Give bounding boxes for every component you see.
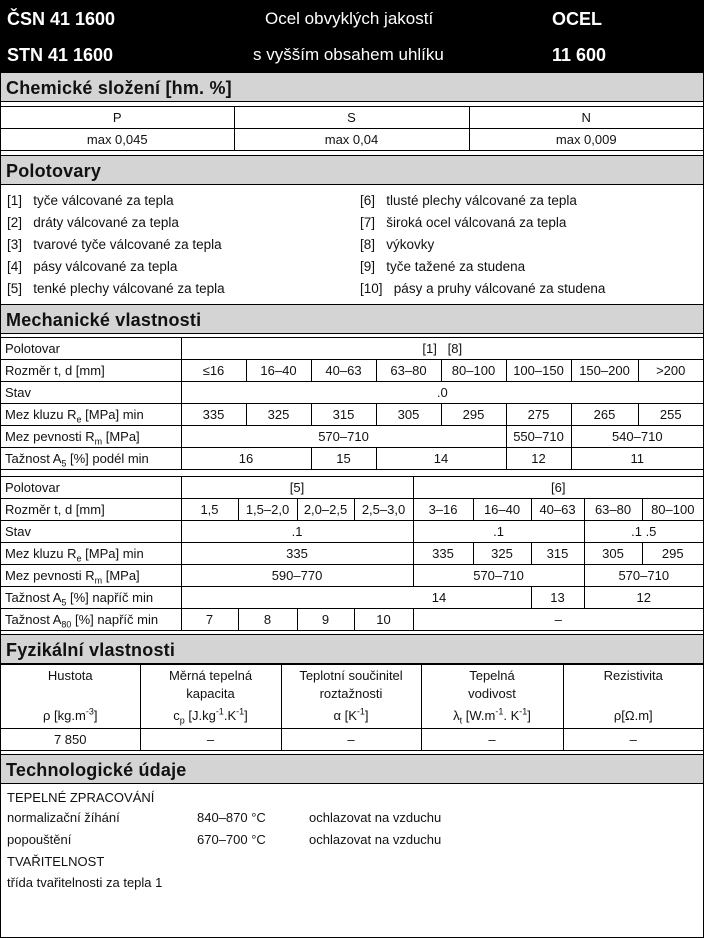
t2-rm: 570–710 <box>413 565 584 587</box>
label-polotovar: Polotovar <box>1 338 181 360</box>
section-physical-properties: Fyzikální vlastnosti <box>1 634 703 664</box>
t1-re: 315 <box>311 404 376 426</box>
t1-polotovar: [1] [8] <box>181 338 703 360</box>
t2-re: 335 <box>181 543 413 565</box>
chem-header-p: P <box>1 107 234 129</box>
t2-a80: 9 <box>297 609 354 631</box>
treatment-name: popouštění <box>7 832 72 847</box>
t1-a5: 15 <box>311 448 376 470</box>
t2-size: 80–100 <box>642 499 703 521</box>
chem-header-s: S <box>234 107 469 129</box>
t2-stav: .1 <box>181 521 413 543</box>
t2-size: 16–40 <box>473 499 531 521</box>
t1-size: 150–200 <box>571 360 638 382</box>
t2-re: 315 <box>531 543 584 565</box>
phys-col-density: Hustota ρ $[kg.m^{-3}]$ <box>1 665 140 729</box>
label-mez-pevnosti: Mez pevnosti $R_m$ [MPa] <box>1 565 181 587</box>
treatment-name: normalizační žíhání <box>7 810 120 825</box>
list-item: [9] tyče tažené za studena <box>360 259 526 274</box>
t1-a5: 12 <box>506 448 571 470</box>
label-polotovar: Polotovar <box>1 477 181 499</box>
material-description-line2: s vyšším obsahem uhlíku <box>253 45 444 64</box>
t2-a5: 13 <box>531 587 584 609</box>
t1-rm: 550–710 <box>506 426 571 448</box>
t2-size: 40–63 <box>531 499 584 521</box>
t1-a5: 11 <box>571 448 703 470</box>
list-item: [2] dráty válcované za tepla <box>7 215 179 230</box>
semi-products-list <box>1 185 703 304</box>
label-taznost-a80: Tažnost $A_{80}$ [%] napříč min <box>1 609 181 631</box>
list-item: [8] výkovky <box>360 237 435 252</box>
mechanical-table-2 <box>1 476 703 631</box>
t2-stav: .1 <box>413 521 584 543</box>
t2-rm: 590–770 <box>181 565 413 587</box>
label-mez-kluzu: Mez kluzu $R_e$ [MPa] min <box>1 404 181 426</box>
formability-text: třída tvařitelnosti za tepla 1 <box>7 875 163 890</box>
label-rozmer: Rozměr t, d [mm] <box>1 360 181 382</box>
phys-value-heat-capacity: – <box>140 729 281 751</box>
formability-title: TVAŘITELNOST <box>7 854 105 869</box>
section-technological-data: Technologické údaje <box>1 754 703 784</box>
t1-stav: .0 <box>181 382 703 404</box>
t1-a5: 14 <box>376 448 506 470</box>
t1-re: 265 <box>571 404 638 426</box>
heat-treatment-title: TEPELNÉ ZPRACOVÁNÍ <box>7 790 155 805</box>
t2-polotovar-6: [6] <box>413 477 703 499</box>
t2-polotovar-5: [5] <box>181 477 413 499</box>
list-item: [1] tyče válcované za tepla <box>7 193 174 208</box>
t2-size: 2,5–3,0 <box>354 499 413 521</box>
t1-size: 16–40 <box>246 360 311 382</box>
t2-size: 1,5 <box>181 499 238 521</box>
list-item: [6] tlusté plechy válcované za tepla <box>360 193 577 208</box>
t1-size: 63–80 <box>376 360 441 382</box>
label-rozmer: Rozměr t, d [mm] <box>1 499 181 521</box>
section-mechanical-properties: Mechanické vlastnosti <box>1 304 703 334</box>
chemical-table <box>1 106 703 151</box>
t1-size: ≤16 <box>181 360 246 382</box>
section-chemical-composition: Chemické složení [hm. %] <box>1 72 703 102</box>
t1-re: 295 <box>441 404 506 426</box>
technological-data <box>1 784 703 900</box>
mechanical-table-1 <box>1 337 703 470</box>
phys-col-resistivity: Rezistivita ρ[Ω.m] <box>563 665 703 729</box>
t2-rm: 570–710 <box>584 565 703 587</box>
t1-rm: 540–710 <box>571 426 703 448</box>
t2-a80: 7 <box>181 609 238 631</box>
standard-csn: ČSN 41 1600 <box>7 9 116 29</box>
label-taznost-napric: Tažnost $A_5$ [%] napříč min <box>1 587 181 609</box>
t1-size: 40–63 <box>311 360 376 382</box>
list-item: [5] tenké plechy válcované za tepla <box>7 281 225 296</box>
t2-size: 3–16 <box>413 499 473 521</box>
phys-col-thermal-expansion: Teplotní součinitel roztažnosti α $[K^{-1}]$ <box>281 665 421 729</box>
label-mez-kluzu: Mez kluzu $R_e$ [MPa] min <box>1 543 181 565</box>
treatment-temp: 840–870 °C <box>197 810 266 825</box>
section-semi-products: Polotovary <box>1 155 703 185</box>
list-item: [7] široká ocel válcovaná za tepla <box>360 215 567 230</box>
t2-a80: 8 <box>238 609 297 631</box>
t1-re: 255 <box>638 404 703 426</box>
t2-stav: .1 .5 <box>584 521 703 543</box>
treatment-temp: 670–700 °C <box>197 832 266 847</box>
t2-re: 295 <box>642 543 703 565</box>
t1-size: 80–100 <box>441 360 506 382</box>
material-type: OCEL <box>552 9 603 29</box>
t2-a80: – <box>413 609 703 631</box>
phys-value-thermal-expansion: – <box>281 729 421 751</box>
t1-size: 100–150 <box>506 360 571 382</box>
t2-size: 2,0–2,5 <box>297 499 354 521</box>
label-stav: Stav <box>1 521 181 543</box>
chem-value-n: max 0,009 <box>469 129 703 151</box>
chem-value-s: max 0,04 <box>234 129 469 151</box>
material-description-line1: Ocel obvyklých jakostí <box>265 9 434 28</box>
t1-a5: 16 <box>181 448 311 470</box>
treatment-note: ochlazovat na vzduchu <box>309 832 442 847</box>
t1-size: >200 <box>638 360 703 382</box>
label-mez-pevnosti: Mez pevnosti $R_m$ [MPa] <box>1 426 181 448</box>
label-taznost-podel: Tažnost $A_5$ [%] podél min <box>1 448 181 470</box>
t1-re: 335 <box>181 404 246 426</box>
t2-a80: 10 <box>354 609 413 631</box>
t1-re: 275 <box>506 404 571 426</box>
treatment-note: ochlazovat na vzduchu <box>309 810 442 825</box>
phys-col-thermal-conductivity: Tepelná vodivost $\lambda_t$ [$W.m^{-1}$. $K^{-1}$] <box>421 665 563 729</box>
t1-re: 325 <box>246 404 311 426</box>
chem-header-n: N <box>469 107 703 129</box>
t2-re: 305 <box>584 543 642 565</box>
t1-rm: 570–710 <box>181 426 506 448</box>
chem-value-p: max 0,045 <box>1 129 234 151</box>
list-item: [10] pásy a pruhy válcované za studena <box>360 281 606 296</box>
material-grade: 11 600 <box>552 45 607 65</box>
list-item: [3] tvarové tyče válcované za tepla <box>7 237 222 252</box>
phys-col-heat-capacity: Měrná tepelná kapacita $c_p$ $[J.kg^{-1}.K^{-1}]$ <box>140 665 281 729</box>
t2-a5: 14 <box>181 587 531 609</box>
t2-size: 1,5–2,0 <box>238 499 297 521</box>
phys-value-density: 7 850 <box>1 729 140 751</box>
t2-re: 325 <box>473 543 531 565</box>
phys-value-thermal-conductivity: – <box>421 729 563 751</box>
phys-value-resistivity: – <box>563 729 703 751</box>
t2-a5: 12 <box>584 587 703 609</box>
list-item: [4] pásy válcované za tepla <box>7 259 178 274</box>
standard-stn: STN 41 1600 <box>7 45 114 65</box>
t1-re: 305 <box>376 404 441 426</box>
sheet-header <box>1 1 703 72</box>
t2-size: 63–80 <box>584 499 642 521</box>
t2-re: 335 <box>413 543 473 565</box>
physical-table <box>1 664 703 751</box>
label-stav: Stav <box>1 382 181 404</box>
